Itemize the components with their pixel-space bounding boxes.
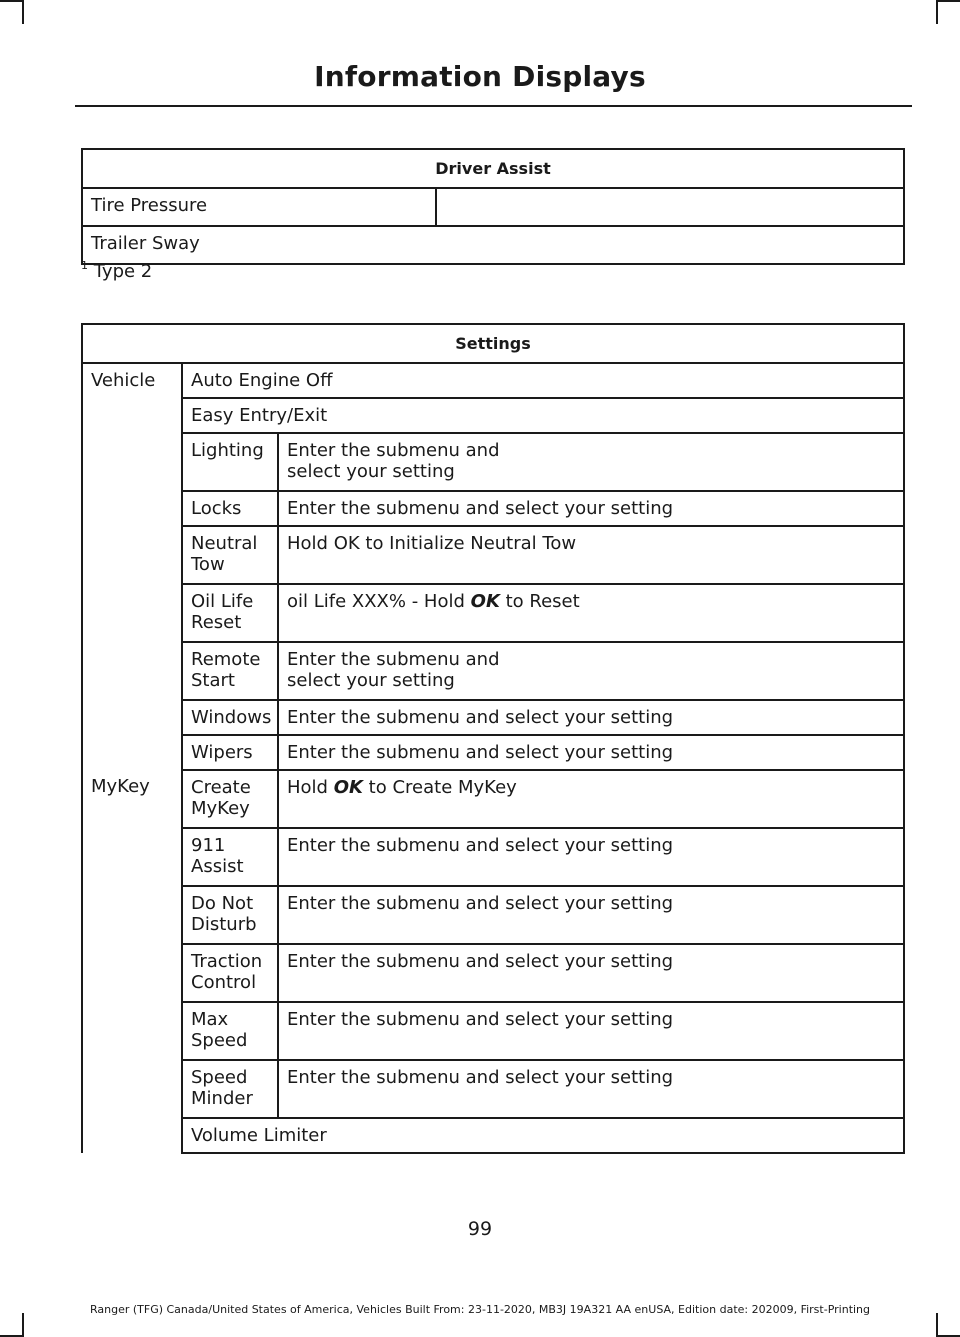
label-line: Assist [191, 856, 244, 877]
label-line: MyKey [191, 798, 250, 819]
table-cell [182, 642, 278, 700]
table-cell: Enter the submenu and select your setting [278, 700, 904, 735]
table-cell: Volume Limiter [182, 1118, 904, 1153]
footer-text: Ranger (TFG) Canada/United States of America, Vehicles Built From: 23-11-2020, MB3J 19A321 AA enUSA, Edition date: 202009, First-Printing [89, 1303, 871, 1316]
label-line: Oil Life [191, 591, 254, 612]
category-spacer [82, 491, 182, 526]
table-cell [182, 584, 278, 642]
category-spacer [82, 1118, 182, 1153]
category-spacer [82, 886, 182, 944]
category-spacer [82, 1002, 182, 1060]
category-spacer [82, 828, 182, 886]
table-cell [278, 770, 904, 828]
table-cell [278, 433, 904, 491]
value-text: to Reset [499, 591, 580, 612]
category-spacer [82, 526, 182, 584]
value-line: Enter the submenu and [287, 649, 500, 670]
label-line: Speed [191, 1067, 248, 1088]
label-line: Max [191, 1009, 229, 1030]
table-cell: Trailer Sway [82, 226, 904, 264]
value-text: to Create MyKey [362, 777, 517, 798]
table-cell [278, 642, 904, 700]
crop-mark [936, 0, 938, 24]
category-spacer [82, 700, 182, 735]
table-cell: Locks [182, 491, 278, 526]
category-mykey: MyKey [82, 770, 182, 828]
settings-table [81, 323, 905, 1154]
label-line: Minder [191, 1088, 253, 1109]
label-line: Speed [191, 1030, 248, 1051]
label-line: Do Not [191, 893, 254, 914]
table-cell-empty [436, 188, 904, 226]
table-cell [182, 886, 278, 944]
table-cell [182, 828, 278, 886]
label-line: Start [191, 670, 235, 691]
table-cell [278, 584, 904, 642]
category-spacer [82, 642, 182, 700]
table-cell: Enter the submenu and select your setting [278, 1060, 904, 1118]
table-cell: Enter the submenu and select your setting [278, 944, 904, 1002]
value-line: select your setting [287, 670, 455, 691]
table-cell: Enter the submenu and select your setting [278, 491, 904, 526]
category-spacer [82, 584, 182, 642]
crop-mark [936, 1313, 938, 1337]
table-cell [182, 770, 278, 828]
value-text: Hold [287, 777, 334, 798]
table-cell [182, 1002, 278, 1060]
table-cell: Wipers [182, 735, 278, 770]
driver-assist-table [81, 148, 905, 265]
table-cell: Enter the submenu and select your setting [278, 1002, 904, 1060]
page-title: Information Displays [314, 60, 646, 93]
ok-emphasis: OK [333, 777, 363, 798]
category-spacer [82, 735, 182, 770]
label-line: Reset [191, 612, 242, 633]
category-spacer [82, 398, 182, 433]
settings-heading: Settings [82, 324, 904, 363]
label-line: 911 [191, 835, 226, 856]
crop-mark [22, 1313, 24, 1337]
footnote-text: Type 2 [93, 261, 153, 282]
table-cell [182, 1060, 278, 1118]
table-cell: Auto Engine Off [182, 363, 904, 398]
table-cell: Hold OK to Initialize Neutral Tow [278, 526, 904, 584]
table-cell: Tire Pressure [82, 188, 436, 226]
crop-mark [22, 0, 24, 24]
driver-assist-heading: Driver Assist [82, 149, 904, 188]
label-line: Tow [191, 554, 225, 575]
table-cell: Lighting [182, 433, 278, 491]
crop-mark [936, 0, 960, 2]
table-cell: Enter the submenu and select your setting [278, 828, 904, 886]
page-number: 99 [467, 1218, 493, 1240]
ok-emphasis: OK [470, 591, 500, 612]
category-spacer [82, 944, 182, 1002]
label-line: Control [191, 972, 257, 993]
label-line: Disturb [191, 914, 257, 935]
label-line: Remote [191, 649, 261, 670]
value-line: Enter the submenu and [287, 440, 500, 461]
category-vehicle: Vehicle [82, 363, 182, 398]
label-line: Traction [191, 951, 263, 972]
label-line: Neutral [191, 533, 258, 554]
table-cell: Windows [182, 700, 278, 735]
table-cell: Enter the submenu and select your setting [278, 886, 904, 944]
category-spacer [82, 1060, 182, 1118]
header-divider [75, 105, 912, 107]
value-text: oil Life XXX% - Hold [287, 591, 471, 612]
footnote-marker: 1 [81, 259, 88, 272]
table-cell [182, 944, 278, 1002]
label-line: Create [191, 777, 251, 798]
footnote [81, 261, 152, 282]
value-line: select your setting [287, 461, 455, 482]
category-spacer [82, 433, 182, 491]
table-cell: Easy Entry/Exit [182, 398, 904, 433]
table-cell: Enter the submenu and select your setting [278, 735, 904, 770]
crop-mark [0, 0, 24, 2]
table-cell [182, 526, 278, 584]
